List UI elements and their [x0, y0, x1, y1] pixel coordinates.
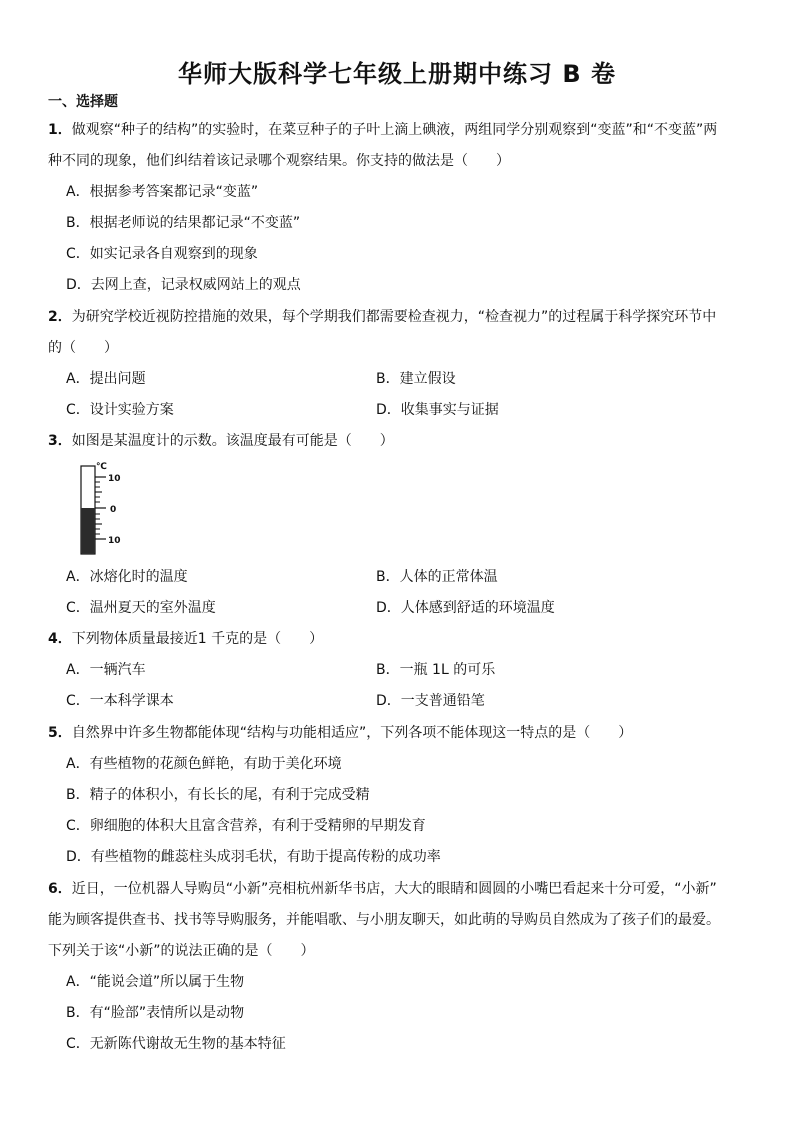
question-text: 做观察“种子的结构”的实验时，在菜豆种子的子叶上滴上碘液，两组同学分别观察到“变蓝”和“不变蓝”两 — [71, 122, 718, 138]
option-c: C．温州夏天的室外温度 — [66, 600, 216, 616]
option-a: A．根据参考答案都记录“变蓝” — [66, 184, 259, 200]
option-c: C．卵细胞的体积大且富含营养，有利于受精卵的早期发育 — [66, 818, 426, 834]
option-c: C．一本科学课本 — [66, 693, 174, 709]
question-text-continued: 的（ ） — [48, 340, 118, 356]
question-number: 6． — [48, 881, 72, 897]
thermometer-liquid — [82, 508, 95, 553]
question-number: 1． — [48, 122, 72, 138]
option-d: D．收集事实与证据 — [376, 402, 499, 418]
option-a: A．有些植物的花颜色鲜艳，有助于美化环境 — [66, 756, 342, 772]
option-a: A．“能说会道”所以属于生物 — [66, 974, 245, 990]
option-d: D．人体感到舒适的环境温度 — [376, 600, 555, 616]
option-d: D．去网上查，记录权威网站上的观点 — [66, 277, 301, 293]
option-b: B．人体的正常体温 — [376, 569, 498, 585]
question-4 — [48, 628, 323, 648]
question-text: 下列物体质量最接近1 千克的是（ ） — [71, 631, 324, 647]
tick-label: 10 — [108, 474, 121, 484]
tick-label: 10 — [108, 536, 121, 546]
option-b: B．建立假设 — [376, 371, 456, 387]
option-c: C．如实记录各自观察到的现象 — [66, 246, 258, 262]
thermometer-unit: ℃ — [96, 462, 107, 472]
option-b: B．精子的体积小，有长长的尾，有利于完成受精 — [66, 787, 370, 803]
question-number: 5． — [48, 725, 72, 741]
option-d: D．一支普通铅笔 — [376, 693, 485, 709]
option-a: A．提出问题 — [66, 371, 146, 387]
option-c: C．设计实验方案 — [66, 402, 174, 418]
section-heading: 一、选择题 — [48, 94, 118, 110]
thermometer-figure — [76, 460, 136, 556]
question-5 — [48, 722, 632, 742]
question-1 — [48, 119, 717, 139]
question-number: 3． — [48, 433, 72, 449]
question-text: 自然界中许多生物都能体现“结构与功能相适应”，下列各项不能体现这一特点的是（ ） — [71, 725, 633, 741]
option-b: B．一瓶 1L 的可乐 — [376, 662, 496, 678]
question-text-continued: 种不同的现象，他们纠结着该记录哪个观察结果。你支持的做法是（ ） — [48, 153, 510, 169]
question-text-continued: 能为顾客提供查书、找书等导购服务，并能唱歌、与小朋友聊天，如此萌的导购员自然成为了孩子们的最爱。 — [48, 912, 720, 928]
option-a: A．冰熔化时的温度 — [66, 569, 188, 585]
option-b: B．有“脸部”表情所以是动物 — [66, 1005, 245, 1021]
question-6 — [48, 878, 717, 898]
question-text: 为研究学校近视防控措施的效果，每个学期我们都需要检查视力，“检查视力”的过程属于科学探究环节中 — [71, 309, 717, 325]
question-2 — [48, 306, 716, 326]
question-number: 4． — [48, 631, 72, 647]
option-b: B．根据老师说的结果都记录“不变蓝” — [66, 215, 301, 231]
question-3 — [48, 430, 394, 450]
question-number: 2． — [48, 309, 72, 325]
option-c: C．无新陈代谢故无生物的基本特征 — [66, 1036, 286, 1052]
question-text: 近日，一位机器人导购员“小新”亮相杭州新华书店，大大的眼睛和圆圆的小嘴巴看起来十分可爱，“小新” — [71, 881, 717, 897]
option-d: D．有些植物的雌蕊柱头成羽毛状，有助于提高传粉的成功率 — [66, 849, 441, 865]
question-text-continued: 下列关于该“小新”的说法正确的是（ ） — [48, 943, 315, 959]
option-a: A．一辆汽车 — [66, 662, 146, 678]
tick-label: 0 — [110, 505, 117, 515]
page-title: 华师大版科学七年级上册期中练习 B 卷 — [177, 60, 616, 88]
question-text: 如图是某温度计的示数。该温度最有可能是（ ） — [71, 433, 394, 449]
